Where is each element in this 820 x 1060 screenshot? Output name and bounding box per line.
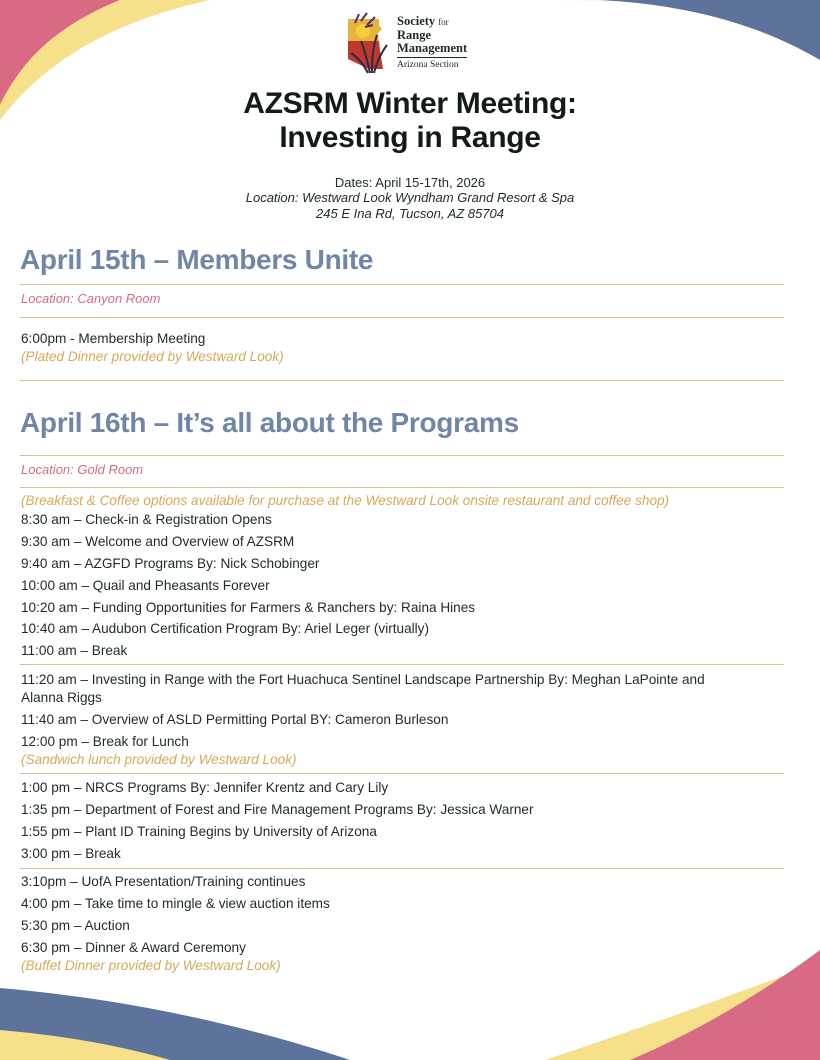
logo-line-society: Society for <box>397 14 449 28</box>
schedule-item: 10:20 am – Funding Opportunities for Farmers & Ranchers by: Raina Hines <box>21 600 476 615</box>
schedule-item: 3:00 pm – Break <box>21 846 121 861</box>
schedule-item-continued: Alanna Riggs <box>21 690 102 705</box>
schedule-item: 8:30 am – Check-in & Registration Opens <box>21 512 272 527</box>
day1-heading: April 15th – Members Unite <box>20 244 374 275</box>
day1-location: Location: Canyon Room <box>21 291 161 306</box>
event-location: Location: Westward Look Wyndham Grand Resort & Spa <box>245 190 575 205</box>
breakfast-note: (Breakfast & Coffee options available for purchase at the Westward Look onsite restaurant and coffee shop) <box>21 493 670 508</box>
logo-arizona-section: Arizona Section <box>397 57 467 71</box>
divider <box>20 773 784 774</box>
schedule-item: 10:40 am – Audubon Certification Program By: Ariel Leger (virtually) <box>21 621 430 636</box>
event-address: 245 E Ina Rd, Tucson, AZ 85704 <box>316 206 504 221</box>
day2-location: Location: Gold Room <box>21 462 144 477</box>
divider <box>20 455 784 456</box>
schedule-note: (Sandwich lunch provided by Westward Look) <box>21 752 297 767</box>
logo-line-management: Management <box>397 41 468 55</box>
schedule-item: 6:00pm - Membership Meeting <box>21 331 206 346</box>
page-title-line2: Investing in Range <box>279 121 541 154</box>
divider <box>20 380 784 381</box>
schedule-item: 12:00 pm – Break for Lunch <box>21 734 189 749</box>
page-title-line1: AZSRM Winter Meeting: <box>243 87 577 120</box>
schedule-item: 9:40 am – AZGFD Programs By: Nick Schobinger <box>21 556 320 571</box>
schedule-item: 4:00 pm – Take time to mingle & view auction items <box>21 896 330 911</box>
schedule-note: (Buffet Dinner provided by Westward Look) <box>21 958 281 973</box>
divider <box>20 487 784 488</box>
divider <box>20 317 784 318</box>
divider <box>20 664 784 665</box>
schedule-item: 10:00 am – Quail and Pheasants Forever <box>21 578 270 593</box>
day2-heading: April 16th – It’s all about the Programs <box>20 407 519 438</box>
divider <box>20 284 784 285</box>
schedule-item: 1:55 pm – Plant ID Training Begins by University of Arizona <box>21 824 377 839</box>
schedule-item: 5:30 pm – Auction <box>21 918 130 933</box>
schedule-item: 11:20 am – Investing in Range with the Fort Huachuca Sentinel Landscape Partnership By: Meghan LaPointe and <box>21 672 705 687</box>
society-logo <box>345 11 480 75</box>
logo-line-range: Range <box>397 28 432 42</box>
schedule-item: 3:10pm – UofA Presentation/Training continues <box>21 874 306 889</box>
arizona-logo-icon <box>345 11 395 75</box>
schedule-item: 1:35 pm – Department of Forest and Fire Management Programs By: Jessica Warner <box>21 802 534 817</box>
schedule-note: (Plated Dinner provided by Westward Look) <box>21 349 284 364</box>
divider <box>20 868 784 869</box>
schedule-item: 11:00 am – Break <box>21 643 128 658</box>
schedule-item: 6:30 pm – Dinner & Award Ceremony <box>21 940 246 955</box>
schedule-item: 1:00 pm – NRCS Programs By: Jennifer Krentz and Cary Lily <box>21 780 389 795</box>
schedule-item: 11:40 am – Overview of ASLD Permitting Portal BY: Cameron Burleson <box>21 712 449 727</box>
event-dates: Dates: April 15-17th, 2026 <box>334 175 486 190</box>
schedule-item: 9:30 am – Welcome and Overview of AZSRM <box>21 534 295 549</box>
